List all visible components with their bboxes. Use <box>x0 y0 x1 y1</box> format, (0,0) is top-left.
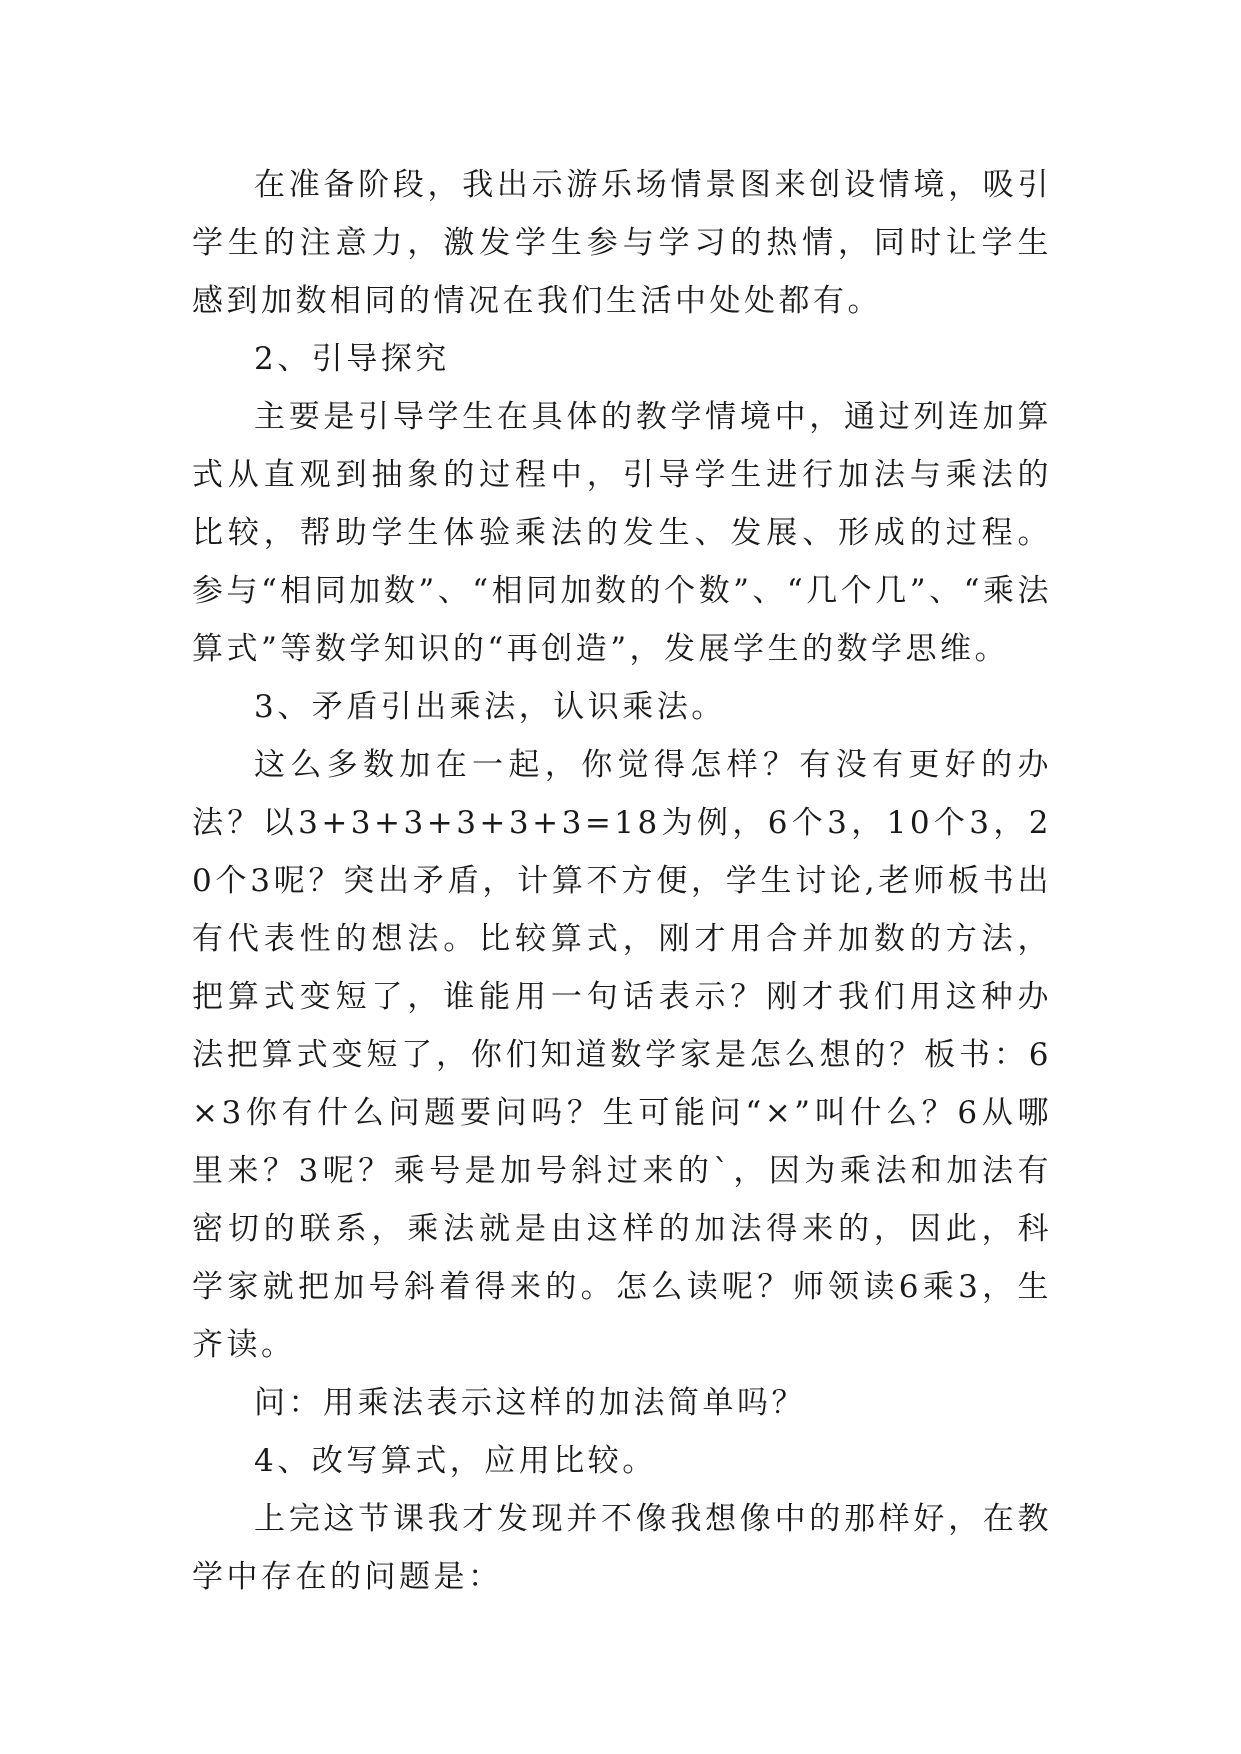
heading-guided-exploration: 2、引导探究 <box>254 341 450 377</box>
heading-rewrite-formula: 4、改写算式，应用比较。 <box>254 1443 657 1479</box>
paragraph-question: 问：用乘法表示这样的加法简单吗？ <box>254 1385 806 1421</box>
document-body <box>192 156 1052 1606</box>
heading-introduce-multiplication: 3、矛盾引出乘法，认识乘法。 <box>254 689 726 725</box>
paragraph-preparation-stage: 在准备阶段，我出示游乐场情景图来创设情境，吸引学生的注意力，激发学生参与学习的热情，同时让学生感到加数相同的情况在我们生活中处处都有。 <box>192 167 1052 319</box>
paragraph-reflection: 上完这节课我才发现并不像我想像中的那样好，在教学中存在的问题是： <box>192 1501 1052 1595</box>
paragraph-guided-exploration: 主要是引导学生在具体的教学情境中，通过列连加算式从直观到抽象的过程中，引导学生进行加法与乘法的比较，帮助学生体验乘法的发生、发展、形成的过程。参与“相同加数”、“相同加数的个数”、“几个几”、“乘法算式”等数学知识的“再创造”，发展学生的数学思维。 <box>192 399 1052 667</box>
paragraph-introduce-multiplication: 这么多数加在一起，你觉得怎样？有没有更好的办法？以3+3+3+3+3+3=18为例，6个3，10个3，20个3呢？突出矛盾，计算不方便，学生讨论,老师板书出有代表性的想法。比较算式，刚才用合并加数的方法，把算式变短了，谁能用一句话表示？刚才我们用这种办法把算式变短了，你们知道数学家是怎么想的？板书：6×3你有什么问题要问吗？生可能问“×”叫什么？6从哪里来？3呢？乘号是加号斜过来的`，因为乘法和加法有密切的联系，乘法就是由这样的加法得来的，因此，科学家就把加号斜着得来的。怎么读呢？师领读6乘3，生齐读。 <box>192 747 1052 1363</box>
